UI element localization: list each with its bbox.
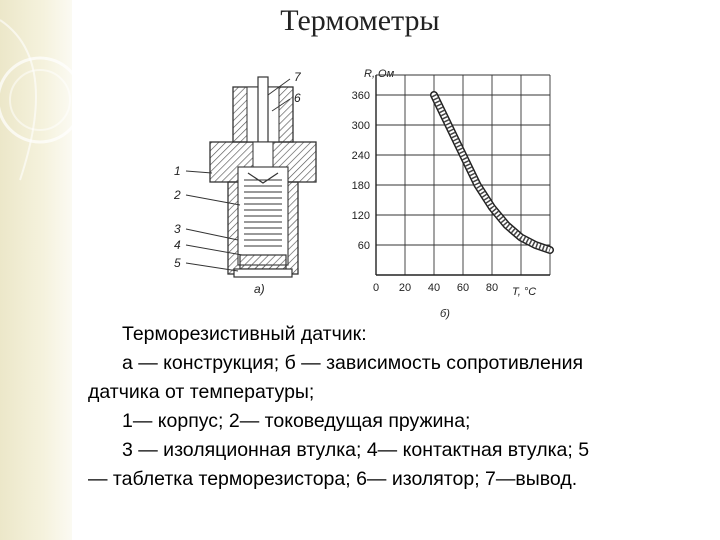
caption [88,320,700,494]
y-tick-label: 120 [351,210,370,222]
callout-3: 3 [174,222,181,236]
x-tick-label: 60 [456,282,470,294]
callout-2: 2 [174,188,181,202]
thermistor-pellet [240,255,286,269]
x-tick-label: 80 [485,282,499,294]
terminal-lead [258,77,268,147]
resistance-chart [352,68,550,320]
sensor-diagram [173,70,316,296]
y-tick-label: 180 [351,180,370,192]
figure-a-label: а) [254,282,265,296]
y-axis-label: R, Ом [364,68,395,80]
caption-line-5: 3 — изоляционная втулка; 4— контактная втулка; 5 [122,439,590,461]
y-tick-label: 240 [351,150,370,162]
callout-7: 7 [294,70,301,84]
x-tick-label: 40 [427,282,441,294]
x-tick-label: 20 [398,282,412,294]
y-tick-label: 300 [351,120,370,132]
x-axis-label: T, °C [512,286,537,298]
y-tick-label: 60 [357,240,370,252]
figure-b-label: б) [440,308,450,320]
y-tick-label: 360 [351,90,370,102]
caption-line-4: 1— корпус; 2— токоведущая пружина; [122,410,471,432]
caption-line-2: а — конструкция; б — зависимость сопротивления [122,352,584,374]
callout-6: 6 [294,91,301,105]
x-tick-label: 0 [372,282,380,294]
callout-1: 1 [174,164,181,178]
callout-4: 4 [174,238,181,252]
caption-line-6: — таблетка терморезистора; 6— изолятор; 7—вывод. [88,468,578,490]
slide-title: Термометры [280,4,440,37]
callout-5: 5 [174,256,181,270]
caption-line-1: Терморезистивный датчик: [122,323,367,345]
caption-line-3: датчика от температуры; [88,381,315,403]
figure [150,55,570,323]
